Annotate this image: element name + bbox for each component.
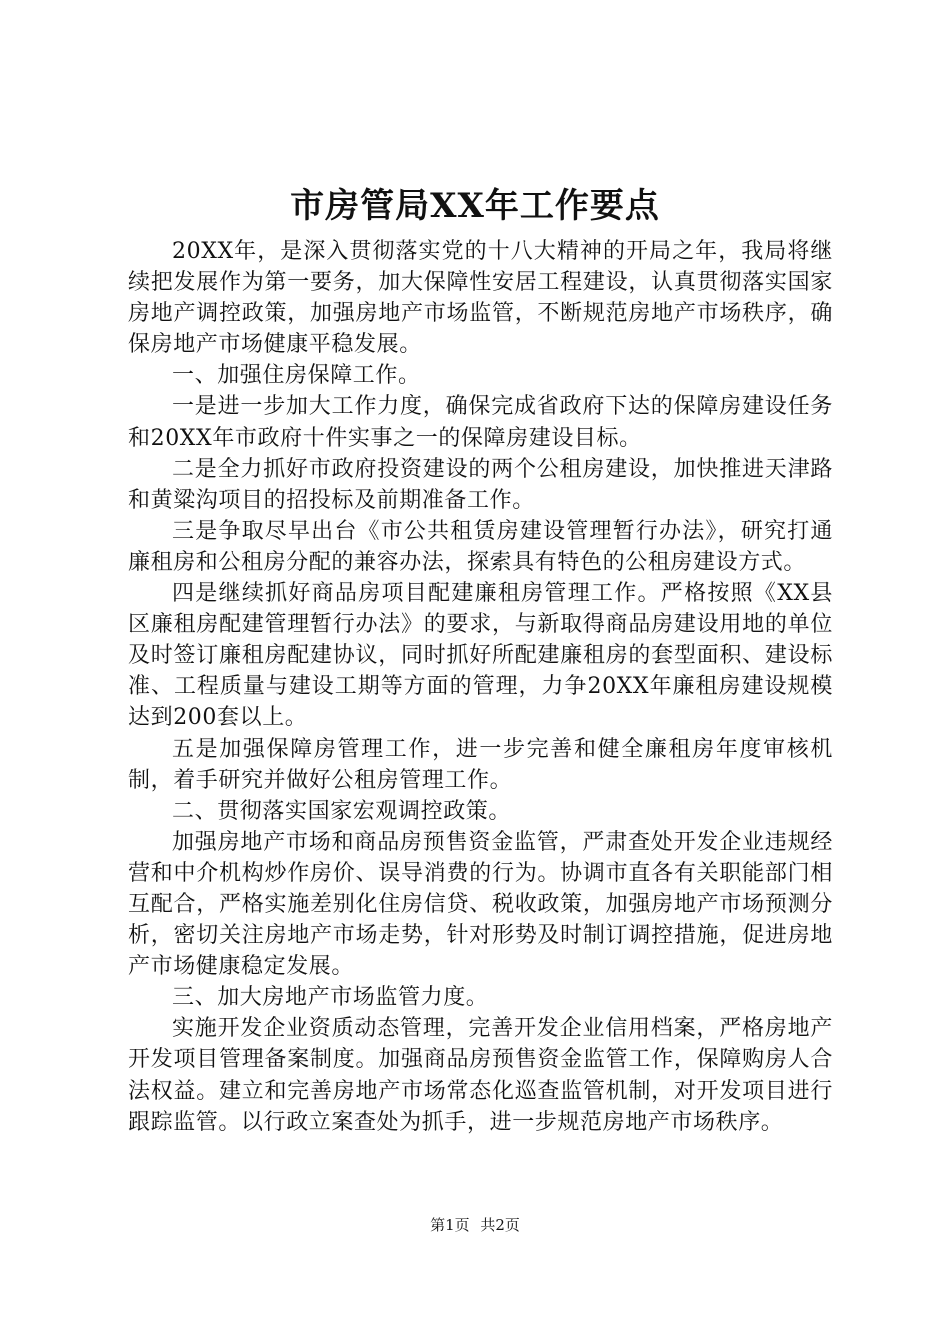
document-title: 市房管局XX年工作要点 [290,186,660,226]
paragraph-1-1: 一是进一步加大工作力度，确保完成省政府下达的保障房建设任务和20XX年市政府十件实事之一的保障房建设目标。 [128,394,833,451]
paragraph-2-1: 加强房地产市场和商品房预售资金监管，严肃查处开发企业违规经营和中介机构炒作房价、误导消费的行为。协调市直各有关职能部门相互配合，严格实施差别化住房信贷、税收政策，加强房地产市场预测分析，密切关注房地产市场走势，针对形势及时制订调控措施，促进房地产市场健康稳定发展。 [128,829,833,980]
section-heading-1: 一、加强住房保障工作。 [172,363,421,389]
page-total: 共2页 [480,1216,520,1234]
section-heading-3: 三、加大房地产市场监管力度。 [172,985,489,1011]
paragraph-1-3: 三是争取尽早出台《市公共租赁房建设管理暂行办法》，研究打通廉租房和公租房分配的兼容办法，探索具有特色的公租房建设方式。 [128,518,833,575]
paragraph-1-4: 四是继续抓好商品房项目配建廉租房管理工作。严格按照《XX县区廉租房配建管理暂行办法》的要求，与新取得商品房建设用地的单位及时签订廉租房配建协议，同时抓好所配建廉租房的套型面积、建设标准、工程质量与建设工期等方面的管理，力争20XX年廉租房建设规模达到200套以上。 [128,581,833,731]
paragraph-intro: 20XX年，是深入贯彻落实党的十八大精神的开局之年，我局将继续把发展作为第一要务，加大保障性安居工程建设，认真贯彻落实国家房地产调控政策，加强房地产市场监管，不断规范房地产市场秩序，确保房地产市场健康平稳发展。 [128,239,833,358]
document-body [128,236,833,1138]
paragraph-1-5: 五是加强保障房管理工作，进一步完善和健全廉租房年度审核机制，着手研究并做好公租房管理工作。 [128,736,833,793]
section-heading-2: 二、贯彻落实国家宏观调控政策。 [172,798,512,824]
page-footer [0,1215,950,1235]
paragraph-1-2: 二是全力抓好市政府投资建设的两个公租房建设，加快推进天津路和黄粱沟项目的招投标及前期准备工作。 [128,456,833,513]
page-number: 第1页 [430,1216,470,1234]
paragraph-3-1: 实施开发企业资质动态管理，完善开发企业信用档案，严格房地产开发项目管理备案制度。加强商品房预售资金监管工作，保障购房人合法权益。建立和完善房地产市场常态化巡查监管机制，对开发项目进行跟踪监管。以行政立案查处为抓手，进一步规范房地产市场秩序。 [128,1016,833,1135]
